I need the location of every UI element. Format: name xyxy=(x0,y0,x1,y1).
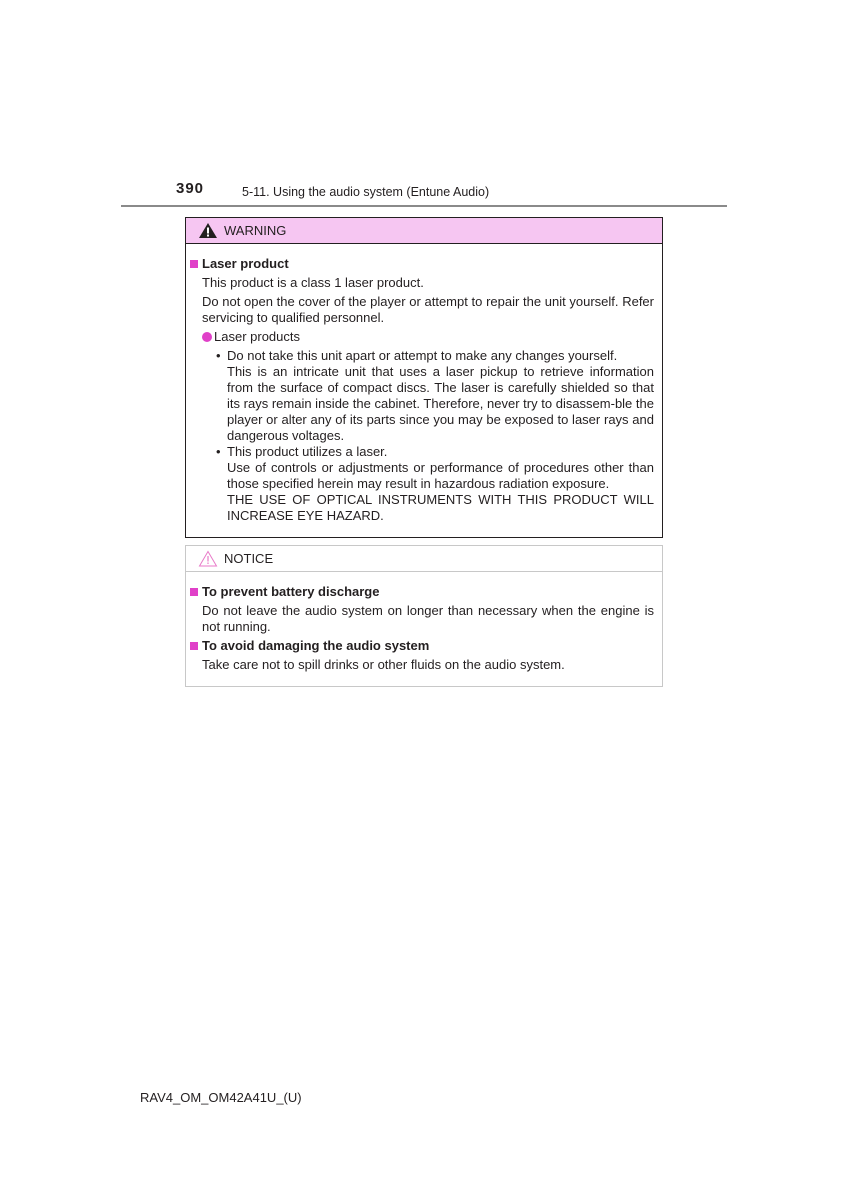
notice-paragraph: Do not leave the audio system on longer than necessary when the engine is not running. xyxy=(202,603,654,634)
subheading-text: Laser products xyxy=(214,329,300,344)
warning-triangle-icon xyxy=(198,222,218,239)
page-number: 390 xyxy=(176,180,205,197)
square-bullet-icon xyxy=(190,642,198,650)
list-item xyxy=(216,444,654,524)
warning-header xyxy=(186,218,662,244)
notice-heading xyxy=(190,584,654,600)
notice-heading xyxy=(190,638,654,654)
notice-paragraph: Take care not to spill drinks or other fluids on the audio system. xyxy=(202,657,565,672)
bullet-line: THE USE OF OPTICAL INSTRUMENTS WITH THIS PRODUCT WILL INCREASE EYE HAZARD. xyxy=(227,492,654,523)
circle-bullet-icon xyxy=(202,332,212,342)
heading-text: To avoid damaging the audio system xyxy=(202,638,430,653)
bullet-line: • This product utilizes a laser. xyxy=(227,444,388,459)
notice-body xyxy=(186,572,662,673)
warning-bullet-list xyxy=(190,348,654,524)
square-bullet-icon xyxy=(190,260,198,268)
laser-product-heading xyxy=(190,256,654,272)
document-code: RAV4_OM_OM42A41U_(U) xyxy=(140,1090,302,1105)
warning-title: WARNING xyxy=(224,223,287,238)
warning-paragraph: This product is a class 1 laser product. xyxy=(202,275,424,290)
warning-body xyxy=(186,244,662,524)
square-bullet-icon xyxy=(190,588,198,596)
header-divider xyxy=(121,205,727,207)
heading-text: To prevent battery discharge xyxy=(202,584,380,599)
notice-header xyxy=(186,546,662,572)
notice-triangle-icon xyxy=(198,550,218,567)
notice-title: NOTICE xyxy=(224,551,274,566)
laser-products-subheading xyxy=(202,329,654,345)
section-title: 5-11. Using the audio system (Entune Audio) xyxy=(242,185,490,199)
warning-box xyxy=(185,217,663,538)
notice-box xyxy=(185,545,663,687)
list-item xyxy=(216,348,654,444)
warning-paragraph: Do not open the cover of the player or attempt to repair the unit yourself. Refer servicing to qualified personnel. xyxy=(202,294,654,325)
bullet-line: This is an intricate unit that uses a laser pickup to retrieve information from the surface of compact discs. The laser is carefully shielded so that its rays remain inside the cabinet. Therefore, never try to disassem-ble the player or alter any of its parts since you may be exposed to laser rays and dangerous voltages. xyxy=(227,364,654,443)
heading-text: Laser product xyxy=(202,256,289,271)
bullet-line: • Do not take this unit apart or attempt to make any changes yourself. xyxy=(227,348,618,363)
bullet-line: Use of controls or adjustments or performance of procedures other than those specified herein may result in hazardous radiation exposure. xyxy=(227,460,654,491)
